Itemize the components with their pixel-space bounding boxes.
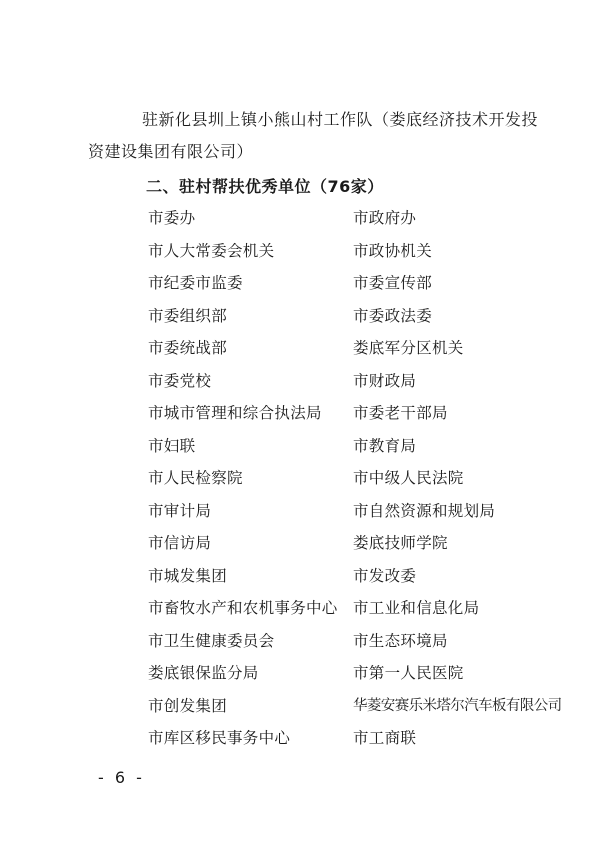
unit-right: 市自然资源和规划局 [353,501,496,520]
unit-right: 市委政法委 [353,306,433,325]
unit-row [148,466,568,499]
unit-row [148,661,568,694]
unit-row [148,336,568,369]
unit-right: 市发改委 [353,566,417,585]
unit-left: 市库区移民事务中心 [148,729,291,747]
unit-row [148,726,568,759]
unit-right: 市生态环境局 [353,631,448,650]
unit-right: 市财政局 [353,371,417,390]
unit-left: 娄底银保监分局 [148,664,259,682]
intro-line-1-text: 驻新化县圳上镇小熊山村工作队（娄底经济技术开发投 [142,110,539,129]
unit-right: 市教育局 [353,436,417,455]
unit-row [148,434,568,467]
unit-right: 市工业和信息化局 [353,599,480,617]
unit-row [148,629,568,662]
unit-left: 市妇联 [148,436,196,455]
unit-row [148,531,568,564]
unit-left: 市卫生健康委员会 [148,631,275,650]
unit-row [148,271,568,304]
unit-row [148,694,568,727]
unit-left: 市信访局 [148,534,212,552]
unit-left: 市城市管理和综合执法局 [148,404,322,422]
unit-left: 市委统战部 [148,339,228,357]
unit-row [148,239,568,272]
unit-left: 市创发集团 [148,696,228,715]
unit-right: 华菱安赛乐米塔尔汽车板有限公司 [353,697,562,714]
unit-left: 市纪委市监委 [148,274,243,292]
unit-row [148,369,568,402]
page-number: - 6 - [98,768,145,787]
intro-paragraph [88,104,548,168]
unit-left: 市人民检察院 [148,469,243,487]
unit-right: 娄底军分区机关 [353,339,464,357]
unit-left: 市城发集团 [148,566,228,585]
unit-right: 娄底技师学院 [353,534,448,552]
unit-row [148,564,568,597]
unit-right: 市委老干部局 [353,404,448,422]
unit-right: 市工商联 [353,729,417,747]
unit-left: 市畜牧水产和农机事务中心 [148,599,338,617]
unit-row [148,206,568,239]
unit-left: 市委办 [148,209,196,227]
unit-list [148,206,568,759]
intro-line-1 [88,104,548,136]
unit-left: 市委党校 [148,371,212,390]
unit-row [148,596,568,629]
unit-right: 市中级人民法院 [353,469,464,487]
unit-right: 市第一人民医院 [353,664,464,682]
unit-right: 市委宣传部 [353,274,433,292]
unit-row [148,304,568,337]
unit-right: 市政府办 [353,209,417,227]
section-heading: 二、驻村帮扶优秀单位（76家） [146,177,384,196]
unit-left: 市人大常委会机关 [148,241,275,260]
intro-line-2: 资建设集团有限公司） [88,142,254,161]
unit-left: 市委组织部 [148,306,228,325]
unit-row [148,499,568,532]
unit-left: 市审计局 [148,501,212,520]
unit-row [148,401,568,434]
unit-right: 市政协机关 [353,241,433,260]
